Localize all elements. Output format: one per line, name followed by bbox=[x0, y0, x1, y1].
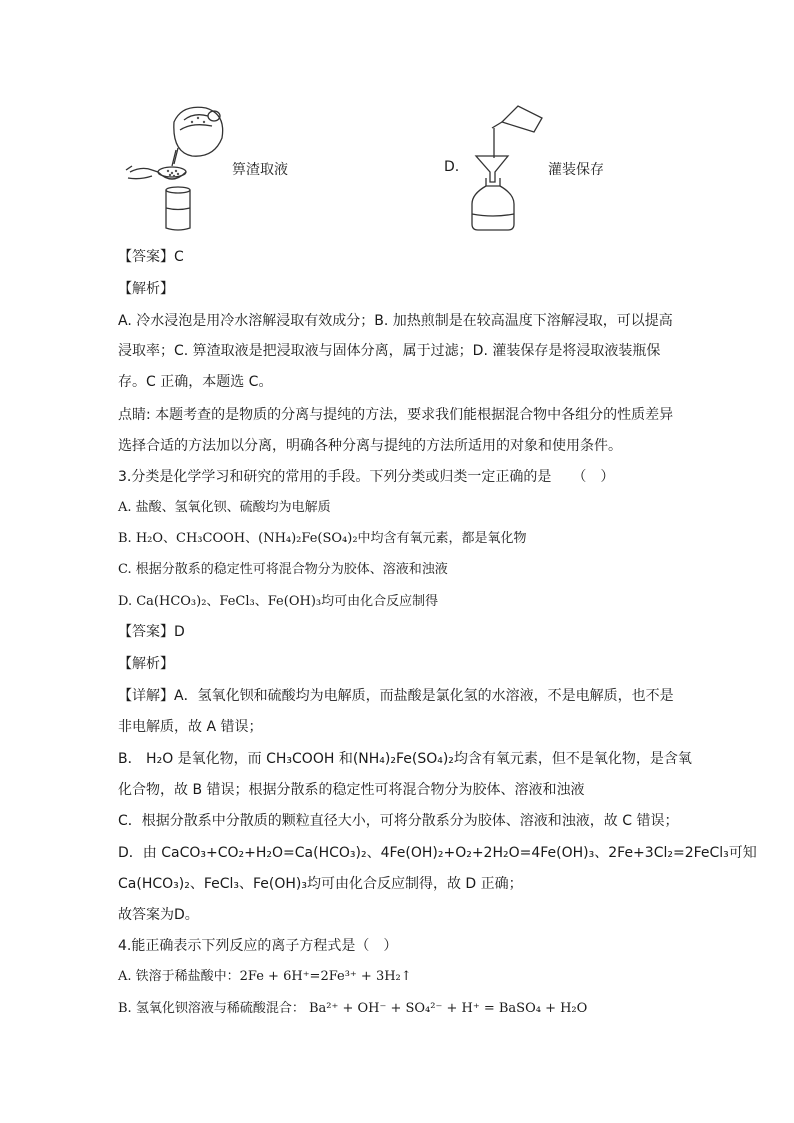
question-3-option-a: A. 盐酸、氢氧化钡、硫酸均为电解质 bbox=[118, 500, 331, 515]
figure-c-caption: 箅渣取液 bbox=[232, 162, 288, 178]
figure-d-letter: D. bbox=[444, 159, 460, 175]
answer-label-q2: 【答案】C bbox=[118, 249, 184, 265]
question-4-option-a: A. 铁溶于稀盐酸中：2Fe + 6H⁺=2Fe³⁺ + 3H₂↑ bbox=[118, 969, 412, 984]
apparatus-figures bbox=[0, 100, 794, 235]
question-3-option-b: B. H₂O、CH₃COOH、(NH₄)₂Fe(SO₄)₂中均含有氧元素，都是氧化物 bbox=[118, 531, 527, 546]
question-4-stem: 4.能正确表示下列反应的离子方程式是（ ） bbox=[118, 938, 398, 954]
detail-q3-line1: 【详解】A．氢氧化钡和硫酸均为电解质，而盐酸是氯化氢的水溶液，不是电解质，也不是 bbox=[118, 688, 674, 704]
analysis-label-q2: 【解析】 bbox=[118, 281, 174, 297]
detail-q3-line3: B． H₂O 是氧化物，而 CH₃COOH 和(NH₄)₂Fe(SO₄)₂均含有氧元素，但不是氧化物，是含氧 bbox=[118, 751, 692, 767]
question-3-stem: 3.分类是化学学习和研究的常用的手段。下列分类或归类一定正确的是 （ ） bbox=[118, 469, 615, 485]
analysis-q2-line3: 存。C 正确，本题选 C。 bbox=[118, 374, 273, 390]
detail-q3-line2: 非电解质，故 A 错误； bbox=[118, 719, 263, 735]
bottle-funnel-illustration bbox=[462, 100, 552, 235]
strainer-pour-illustration bbox=[122, 100, 232, 235]
analysis-label-q3: 【解析】 bbox=[118, 656, 174, 672]
detail-q3-line4: 化合物，故 B 错误；根据分散系的稳定性可将混合物分为胶体、溶液和浊液 bbox=[118, 782, 585, 798]
note-line1: 点睛: 本题考查的是物质的分离与提纯的方法，要求我们能根据混合物中各组分的性质差异 bbox=[118, 407, 674, 423]
answer-label-q3: 【答案】D bbox=[118, 624, 185, 640]
detail-q3-line8: 故答案为D。 bbox=[118, 907, 199, 923]
analysis-q2-line2: 浸取率；C. 箅渣取液是把浸取液与固体分离，属于过滤；D. 灌装保存是将浸取液装瓶保 bbox=[118, 343, 661, 359]
detail-q3-line5: C．根据分散系中分散质的颗粒直径大小，可将分散系分为胶体、溶液和浊液，故 C 错误； bbox=[118, 813, 679, 829]
question-4-option-b: B. 氢氧化钡溶液与稀硫酸混合： Ba²⁺ + OH⁻ + SO₄²⁻ + H⁺ = BaSO₄ + H₂O bbox=[118, 1001, 588, 1016]
note-line2: 选择合适的方法加以分离，明确各种分离与提纯的方法所适用的对象和使用条件。 bbox=[118, 438, 622, 454]
detail-q3-line7: Ca(HCO₃)₂、FeCl₃、Fe(OH)₃均可由化合反应制得，故 D 正确； bbox=[118, 876, 523, 892]
detail-q3-line6: D．由 CaCO₃+CO₂+H₂O=Ca(HCO₃)₂、4Fe(OH)₂+O₂+2H₂O=4Fe(OH)₃、2Fe+3Cl₂=2FeCl₃可知 bbox=[118, 845, 757, 861]
question-3-option-d: D. Ca(HCO₃)₂、FeCl₃、Fe(OH)₃均可由化合反应制得 bbox=[118, 594, 439, 609]
analysis-q2-line1: A. 冷水浸泡是用冷水溶解浸取有效成分；B. 加热煎制是在较高温度下溶解浸取，可以提高 bbox=[118, 313, 673, 329]
figure-d-caption: 灌装保存 bbox=[548, 162, 604, 178]
question-3-option-c: C. 根据分散系的稳定性可将混合物分为胶体、溶液和浊液 bbox=[118, 562, 448, 577]
